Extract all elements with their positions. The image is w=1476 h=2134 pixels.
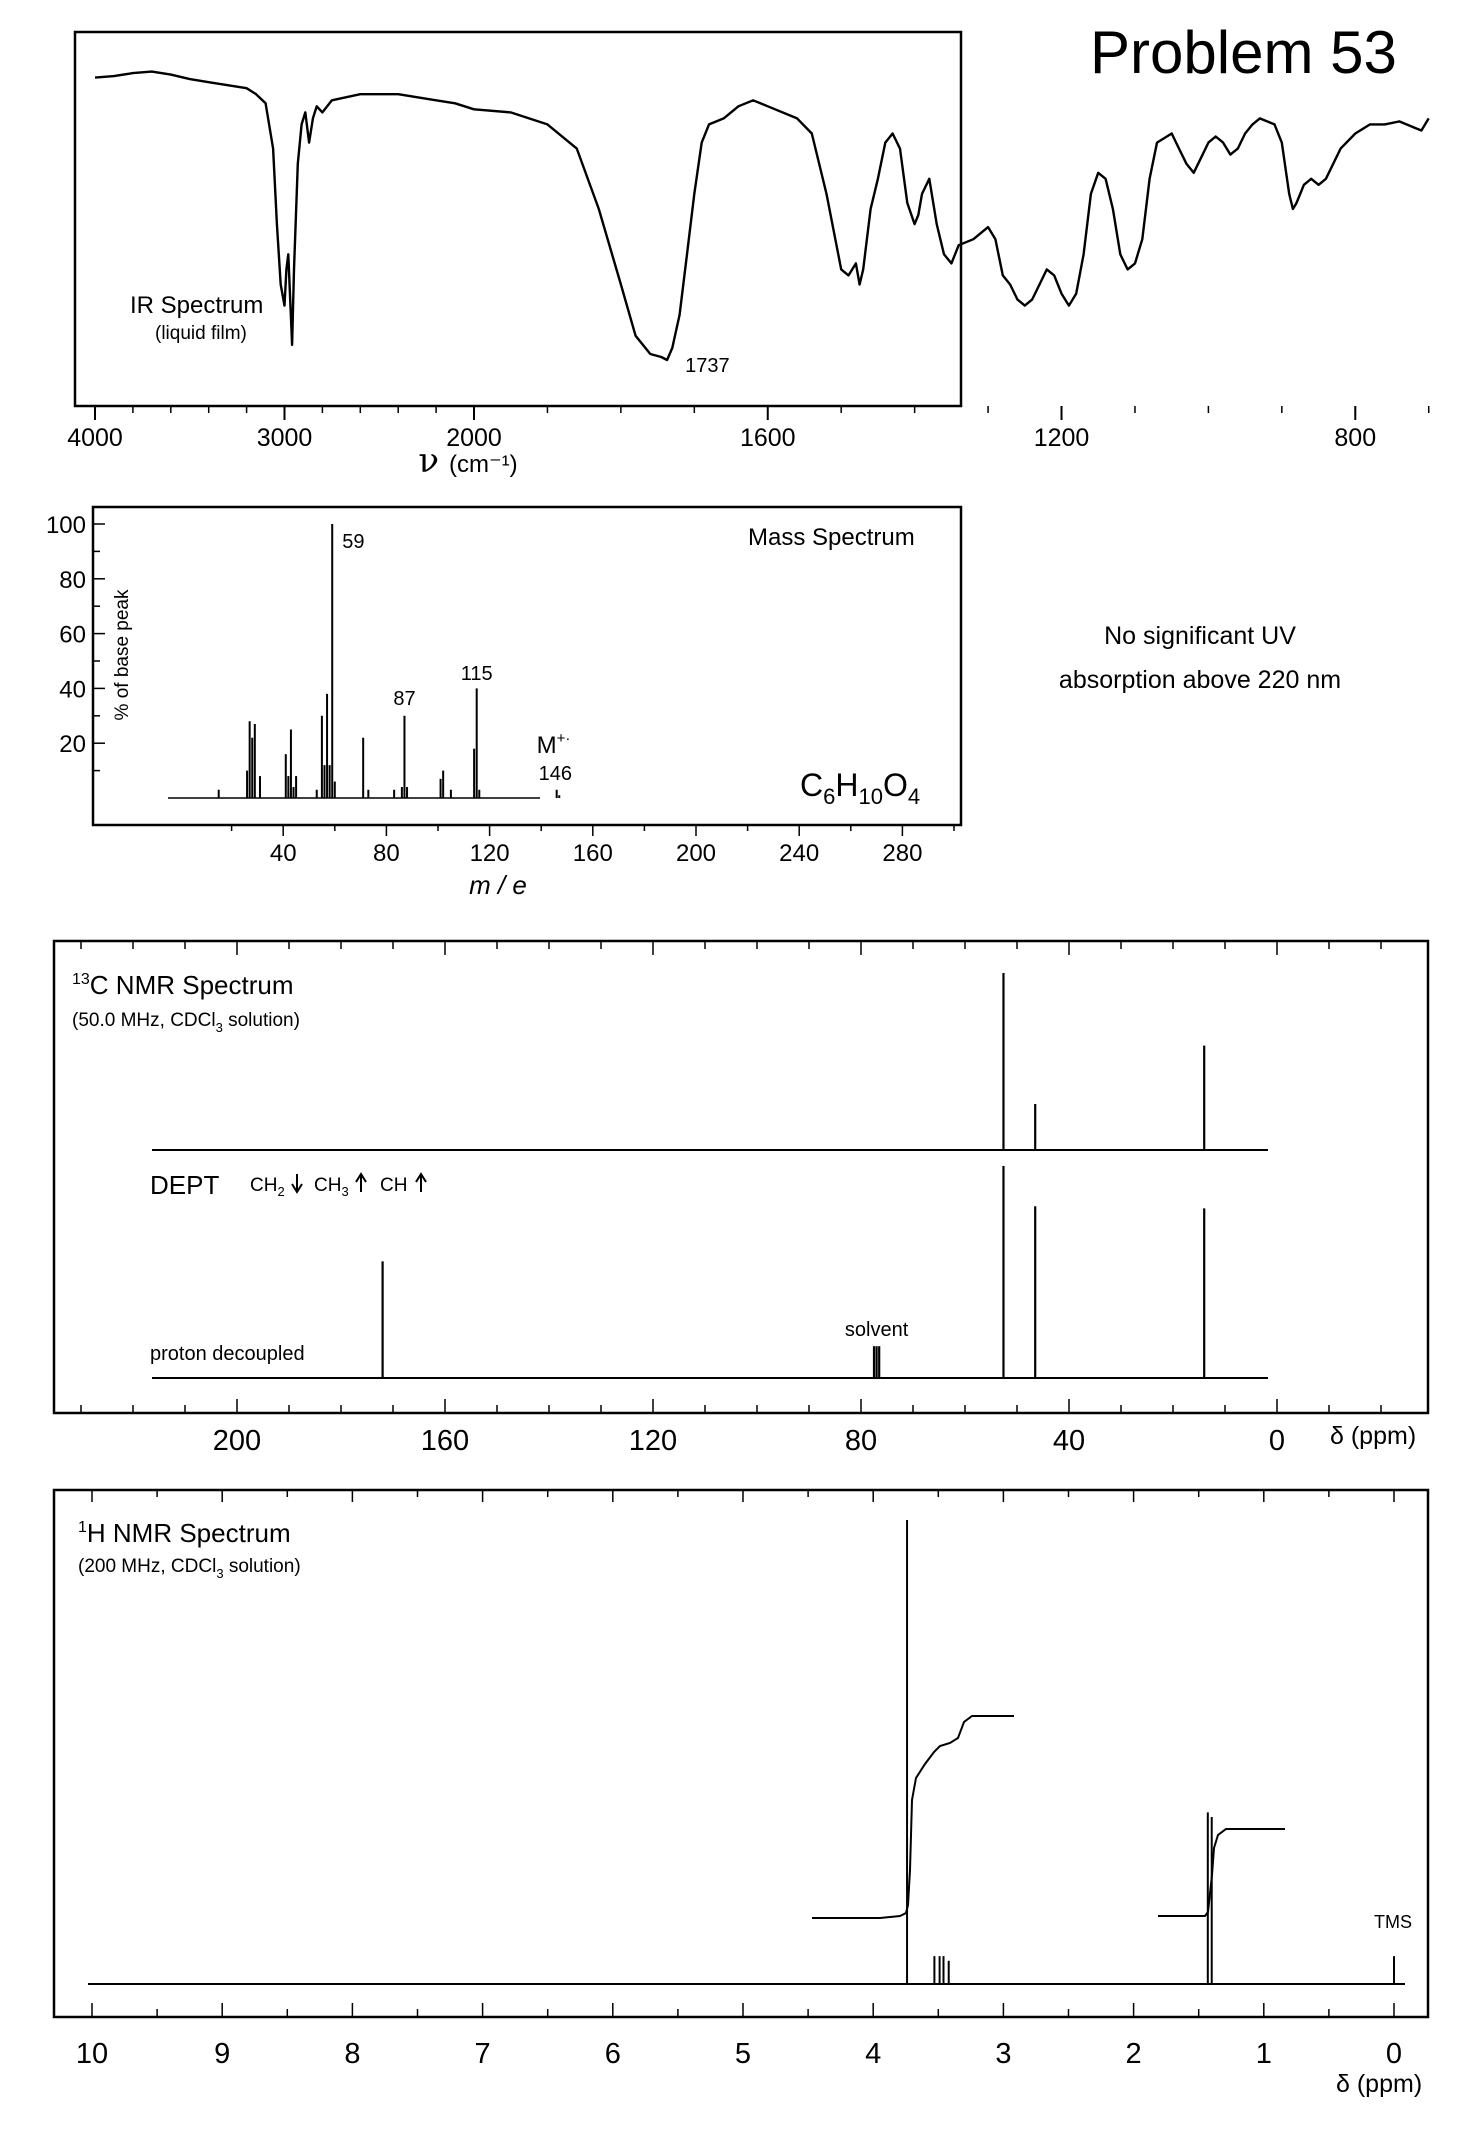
h1-xlabel: δ (ppm) <box>1336 2070 1423 2098</box>
ir-x-tick-label: 2000 <box>446 424 502 452</box>
ir-xlabel-symbol: ν <box>418 441 440 481</box>
c13-subtitle <box>72 1010 300 1035</box>
ms-y-tick-label: 40 <box>59 676 86 704</box>
c13-x-tick-label: 120 <box>628 1425 678 1457</box>
c13-decoupled-label: proton decoupled <box>150 1343 305 1365</box>
ms-y-tick-label: 20 <box>59 731 86 759</box>
h1-subtitle-a: (200 MHz, CDCl <box>78 1556 217 1577</box>
h1-x-tick-label: 8 <box>344 2038 361 2070</box>
c13-subtitle-b: solution) <box>222 1010 300 1031</box>
h1-integral-trace-1 <box>812 1716 1014 1918</box>
h1-integral-trace-2 <box>1158 1829 1285 1916</box>
ir-x-tick-label: 1200 <box>1033 424 1090 452</box>
ms-formula-o: O <box>882 767 908 803</box>
uv-note-line-2: absorption above 220 nm <box>1058 666 1342 694</box>
c13-x-tick-label: 40 <box>1052 1425 1086 1457</box>
ms-xlabel: m / e <box>469 870 527 900</box>
ir-frame <box>75 32 961 406</box>
dept-legend-ch <box>380 1175 407 1196</box>
ms-x-tick-label: 120 <box>469 840 510 867</box>
ms-ylabel: % of base peak <box>112 589 133 721</box>
c13-x-tick-label: 160 <box>420 1425 470 1457</box>
c13-nmr-panel <box>54 941 1428 1457</box>
ms-x-tick-label: 160 <box>572 840 613 867</box>
c13-solvent-label: solvent <box>844 1319 909 1341</box>
ms-formula-h: H <box>835 767 859 803</box>
ms-molecular-ion-label <box>537 730 571 759</box>
h1-x-tick-label: 4 <box>865 2038 882 2070</box>
c13-title <box>72 970 294 1000</box>
page-title: Problem 53 <box>1090 19 1397 86</box>
ms-molecular-ion-symbol: M <box>536 732 557 759</box>
ms-y-tick-label: 60 <box>59 621 86 649</box>
mass-spectrum-panel <box>46 507 961 900</box>
h1-x-tick-label: 0 <box>1385 2038 1403 2070</box>
c13-dept-legend <box>250 1174 426 1199</box>
c13-subtitle-a: (50.0 MHz, CDCl <box>72 1010 216 1031</box>
h1-nmr-panel <box>54 1490 1428 2098</box>
ms-x-tick-label: 80 <box>373 840 400 867</box>
ms-formula <box>800 767 920 809</box>
h1-tms-label: TMS <box>1374 1912 1412 1932</box>
ms-molecular-ion-value: 146 <box>538 763 573 785</box>
h1-title-sup: 1 <box>78 1519 87 1536</box>
ms-formula-h-sub: 10 <box>858 784 883 809</box>
h1-title <box>78 1518 291 1548</box>
dept-legend-up-arrow-icon <box>356 1174 366 1192</box>
ir-spectrum-panel <box>67 32 1429 481</box>
ir-title: IR Spectrum <box>130 292 264 319</box>
h1-x-tick-label: 6 <box>604 2038 621 2070</box>
h1-x-tick-label: 7 <box>474 2038 491 2070</box>
c13-xlabel: δ (ppm) <box>1330 1422 1417 1450</box>
c13-dept-label: DEPT <box>150 1170 220 1200</box>
ir-annotation-1737: 1737 <box>685 355 730 377</box>
c13-x-tick-label: 0 <box>1268 1425 1286 1457</box>
dept-legend-down-arrow-icon <box>292 1174 302 1192</box>
ms-molecular-ion-charge: +· <box>556 730 571 747</box>
c13-title-sup: 13 <box>72 971 90 988</box>
dept-legend-ch3 <box>314 1175 349 1199</box>
ms-y-tick-label: 100 <box>45 512 86 539</box>
ms-peak-label: 59 <box>342 531 365 553</box>
ir-x-tick-label: 3000 <box>256 424 313 452</box>
h1-x-tick-label: 10 <box>75 2038 109 2070</box>
dept-legend-ch2 <box>250 1175 285 1199</box>
ir-trace <box>95 72 1429 360</box>
c13-subtitle-sub: 3 <box>215 1020 223 1035</box>
c13-title-text: C NMR Spectrum <box>89 970 294 1000</box>
h1-subtitle-b: solution) <box>223 1556 301 1577</box>
h1-x-tick-label: 9 <box>214 2038 231 2070</box>
h1-x-tick-label: 5 <box>734 2038 752 2070</box>
h1-x-tick-label: 1 <box>1255 2038 1272 2070</box>
ms-x-tick-label: 280 <box>882 840 923 867</box>
c13-x-tick-label: 80 <box>844 1425 878 1457</box>
h1-subtitle-sub: 3 <box>216 1566 224 1581</box>
ir-xlabel-unit: (cm⁻¹) <box>449 451 518 478</box>
ms-formula-o-sub: 4 <box>907 784 921 809</box>
ms-formula-c-sub: 6 <box>823 784 836 809</box>
ir-x-tick-label: 800 <box>1334 424 1377 452</box>
ms-formula-c: C <box>800 767 824 803</box>
dept-legend-ch2-sub: 2 <box>277 1184 285 1199</box>
uv-note-line-1: No significant UV <box>1104 622 1296 650</box>
ms-x-tick-label: 40 <box>269 840 297 867</box>
ms-frame <box>93 507 961 825</box>
h1-x-tick-label: 2 <box>1125 2038 1142 2070</box>
ms-title: Mass Spectrum <box>748 524 915 551</box>
dept-legend-ch3-text: CH <box>314 1175 342 1196</box>
ms-x-tick-label: 240 <box>779 840 820 867</box>
ms-peak-label: 87 <box>393 688 416 710</box>
ir-x-tick-label: 1600 <box>739 424 796 452</box>
ir-subtitle: (liquid film) <box>155 323 247 344</box>
h1-x-tick-label: 3 <box>995 2038 1012 2070</box>
ms-y-tick-label: 80 <box>59 566 86 594</box>
ms-x-tick-label: 200 <box>675 840 717 867</box>
dept-legend-ch3-sub: 3 <box>341 1184 349 1199</box>
dept-legend-ch-text: CH <box>380 1175 408 1196</box>
ir-x-tick-label: 4000 <box>67 424 123 452</box>
dept-legend-up-arrow-icon-2 <box>416 1174 426 1192</box>
dept-legend-ch2-text: CH <box>250 1175 278 1196</box>
h1-title-text: H NMR Spectrum <box>86 1518 291 1548</box>
h1-subtitle <box>78 1556 301 1581</box>
ms-peak-label: 115 <box>460 663 493 685</box>
c13-x-tick-label: 200 <box>212 1425 262 1457</box>
